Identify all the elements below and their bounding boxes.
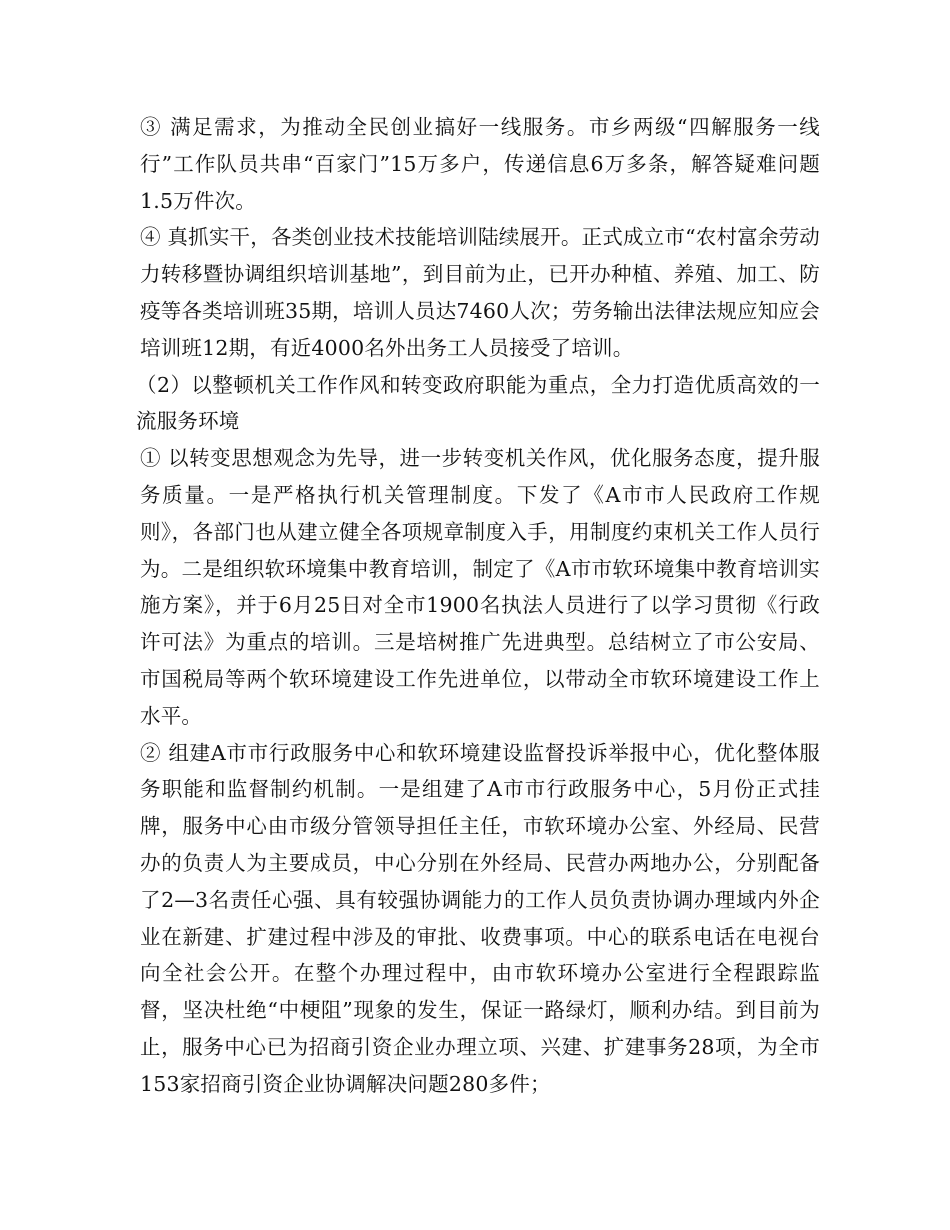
document-body <box>136 109 820 1103</box>
paragraph-subitem-2: ② 组建A市市行政服务中心和软环境建设监督投诉举报中心，优化整体服务职能和监督制约机制。一是组建了A市市行政服务中心，5月份正式挂牌，服务中心由市级分管领导担任主任，市软环境办公室、外经局、民营办的负责人为主要成员，中心分别在外经局、民营办两地办公，分别配备了2—3名责任心强、具有较强协调能力的工作人员负责协调办理域内外企业在新建、扩建过程中涉及的审批、收费事项。中心的联系电话在电视台向全社会公开。在整个办理过程中，由市软环境办公室进行全程跟踪监督，坚决杜绝“中梗阻”现象的发生，保证一路绿灯，顺利办结。到目前为止，服务中心已为招商引资企业办理立项、兴建、扩建事务28项，为全市153家招商引资企业协调解决问题280多件； <box>140 740 820 1096</box>
section-heading-2: （2）以整顿机关工作作风和转变政府职能为重点，全力打造优质高效的一流服务环境 <box>136 372 820 434</box>
paragraph-item-4: ④ 真抓实干，各类创业技术技能培训陆续展开。正式成立市“农村富余劳动力转移暨协调组织培训基地”，到目前为止，已开办种植、养殖、加工、防疫等各类培训班35期，培训人员达7460人次；劳务输出法律法规应知应会培训班12期，有近4000名外出务工人员接受了培训。 <box>140 225 820 360</box>
paragraph-item-3: ③ 满足需求，为推动全民创业搞好一线服务。市乡两级“四解服务一线行”工作队员共串“百家门”15万多户，传递信息6万多条，解答疑难问题1.5万件次。 <box>140 115 820 213</box>
paragraph-subitem-1: ① 以转变思想观念为先导，进一步转变机关作风，优化服务态度，提升服务质量。一是严格执行机关管理制度。下发了《A市市人民政府工作规则》，各部门也从建立健全各项规章制度入手，用制度约束机关工作人员行为。二是组织软环境集中教育培训，制定了《A市市软环境集中教育培训实施方案》，并于6月25日对全市1900名执法人员进行了以学习贯彻《行政许可法》为重点的培训。三是培树推广先进典型。总结树立了市公安局、市国税局等两个软环境建设工作先进单位，以带动全市软环境建设工作上水平。 <box>140 446 820 728</box>
